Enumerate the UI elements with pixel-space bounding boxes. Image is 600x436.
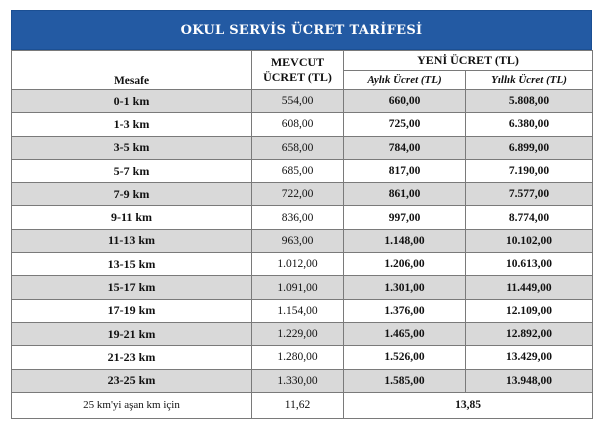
cell-yillik: 5.808,00 [466, 90, 593, 113]
table-row [12, 369, 593, 392]
cell-yillik: 11.449,00 [466, 276, 593, 299]
footer-label: 25 km'yi aşan km için [12, 392, 252, 418]
footer-mevcut: 11,62 [252, 392, 344, 418]
cell-aylik: 1.585,00 [344, 369, 466, 392]
cell-yillik: 6.899,00 [466, 136, 593, 159]
cell-mesafe: 7-9 km [12, 183, 252, 206]
cell-mevcut: 1.280,00 [252, 346, 344, 369]
cell-aylik: 1.526,00 [344, 346, 466, 369]
cell-mevcut: 1.330,00 [252, 369, 344, 392]
header-mesafe [12, 51, 252, 90]
table-row [12, 206, 593, 229]
cell-mesafe: 19-21 km [12, 322, 252, 345]
cell-yillik: 13.948,00 [466, 369, 593, 392]
cell-mevcut: 1.229,00 [252, 322, 344, 345]
table-row [12, 229, 593, 252]
tariff-table-container [11, 10, 592, 427]
cell-yillik: 8.774,00 [466, 206, 593, 229]
cell-aylik: 1.465,00 [344, 322, 466, 345]
cell-yillik: 12.892,00 [466, 322, 593, 345]
cell-mesafe: 3-5 km [12, 136, 252, 159]
cell-yillik: 7.190,00 [466, 159, 593, 182]
cell-aylik: 660,00 [344, 90, 466, 113]
cell-mesafe: 13-15 km [12, 253, 252, 276]
cell-mesafe: 15-17 km [12, 276, 252, 299]
footer-row [12, 392, 593, 418]
header-mevcut-line2: ÜCRET (TL) [263, 70, 332, 84]
cell-aylik: 1.148,00 [344, 229, 466, 252]
cell-aylik: 1.376,00 [344, 299, 466, 322]
cell-mesafe: 1-3 km [12, 113, 252, 136]
table-row [12, 299, 593, 322]
cell-aylik: 1.206,00 [344, 253, 466, 276]
table-title: OKUL SERVİS ÜCRET TARİFESİ [11, 10, 592, 50]
cell-aylik: 725,00 [344, 113, 466, 136]
cell-yillik: 13.429,00 [466, 346, 593, 369]
cell-aylik: 784,00 [344, 136, 466, 159]
table-row [12, 183, 593, 206]
header-mesafe-label: Mesafe [113, 75, 150, 87]
table-row [12, 113, 593, 136]
cell-mesafe: 17-19 km [12, 299, 252, 322]
cell-mevcut: 722,00 [252, 183, 344, 206]
cell-aylik: 817,00 [344, 159, 466, 182]
footer-yeni: 13,85 [344, 392, 593, 418]
cell-mesafe: 11-13 km [12, 229, 252, 252]
table-row [12, 346, 593, 369]
cell-mevcut: 554,00 [252, 90, 344, 113]
tariff-table [11, 50, 593, 419]
table-row [12, 276, 593, 299]
header-yeni: YENİ ÜCRET (TL) [344, 51, 593, 71]
table-row [12, 322, 593, 345]
table-row [12, 159, 593, 182]
cell-aylik: 1.301,00 [344, 276, 466, 299]
cell-mevcut: 836,00 [252, 206, 344, 229]
cell-mevcut: 685,00 [252, 159, 344, 182]
cell-aylik: 861,00 [344, 183, 466, 206]
cell-mesafe: 0-1 km [12, 90, 252, 113]
table-row [12, 253, 593, 276]
cell-yillik: 12.109,00 [466, 299, 593, 322]
cell-mesafe: 23-25 km [12, 369, 252, 392]
cell-aylik: 997,00 [344, 206, 466, 229]
header-mevcut [252, 51, 344, 90]
cell-mevcut: 1.012,00 [252, 253, 344, 276]
cell-yillik: 10.613,00 [466, 253, 593, 276]
tariff-body [12, 90, 593, 393]
cell-mesafe: 9-11 km [12, 206, 252, 229]
cell-mevcut: 1.154,00 [252, 299, 344, 322]
cell-mesafe: 21-23 km [12, 346, 252, 369]
header-mevcut-line1: MEVCUT [270, 55, 325, 69]
cell-yillik: 7.577,00 [466, 183, 593, 206]
cell-yillik: 10.102,00 [466, 229, 593, 252]
table-row [12, 90, 593, 113]
cell-mevcut: 658,00 [252, 136, 344, 159]
cell-mevcut: 608,00 [252, 113, 344, 136]
header-aylik: Aylık Ücret (TL) [344, 71, 466, 90]
table-row [12, 136, 593, 159]
cell-mesafe: 5-7 km [12, 159, 252, 182]
cell-mevcut: 963,00 [252, 229, 344, 252]
cell-yillik: 6.380,00 [466, 113, 593, 136]
cell-mevcut: 1.091,00 [252, 276, 344, 299]
header-yillik: Yıllık Ücret (TL) [466, 71, 593, 90]
